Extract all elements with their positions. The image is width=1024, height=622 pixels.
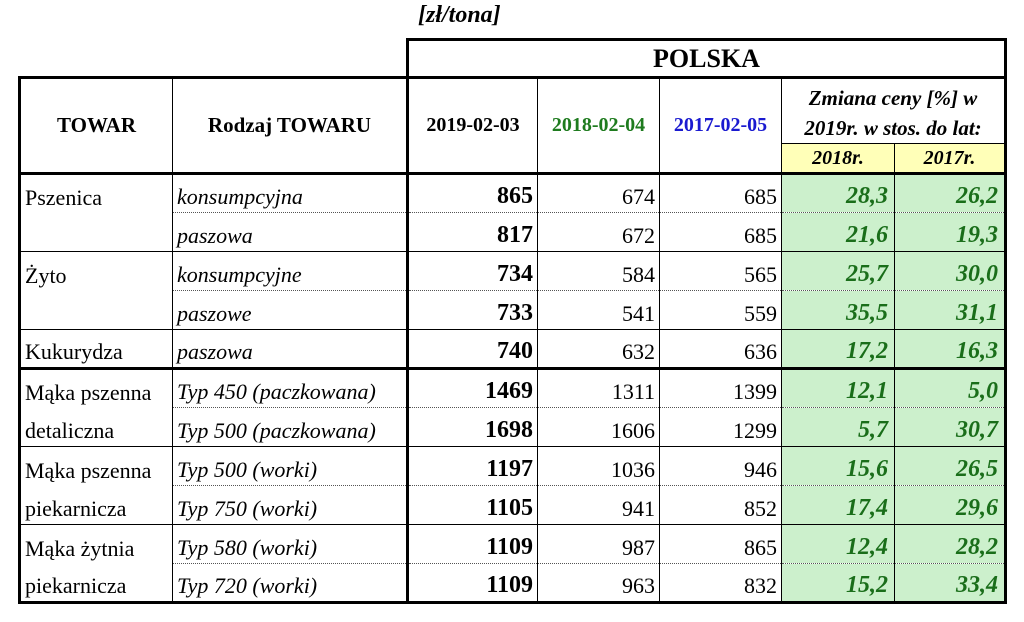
header-date-2017: 2017-02-05 xyxy=(660,78,782,174)
cell-change-2017: 29,6 xyxy=(895,486,1006,525)
cell-price-2018: 632 xyxy=(538,330,660,369)
table-row xyxy=(20,447,1006,486)
cell-change-2018: 12,1 xyxy=(782,369,895,408)
cell-change-2018: 28,3 xyxy=(782,174,895,213)
cell-rodzaj: Typ 500 (paczkowana) xyxy=(173,408,408,447)
cell-price-2018: 963 xyxy=(538,564,660,603)
cell-change-2018: 21,6 xyxy=(782,213,895,252)
table-row xyxy=(20,486,1006,525)
region-header: POLSKA xyxy=(408,40,1006,78)
cell-towar: Mąka pszenna xyxy=(20,369,173,408)
cell-price-2019: 817 xyxy=(408,213,538,252)
cell-price-2018: 1311 xyxy=(538,369,660,408)
cell-towar: detaliczna xyxy=(20,408,173,447)
cell-change-2018: 35,5 xyxy=(782,291,895,330)
cell-rodzaj: Typ 720 (worki) xyxy=(173,564,408,603)
cell-price-2017: 852 xyxy=(660,486,782,525)
cell-price-2018: 584 xyxy=(538,252,660,291)
table-body xyxy=(20,174,1006,603)
cell-towar: Mąka żytnia xyxy=(20,525,173,564)
cell-price-2018: 1606 xyxy=(538,408,660,447)
cell-rodzaj: Typ 500 (worki) xyxy=(173,447,408,486)
header-towar: TOWAR xyxy=(20,78,173,174)
table-row xyxy=(20,564,1006,603)
cell-price-2017: 832 xyxy=(660,564,782,603)
cell-change-2018: 17,4 xyxy=(782,486,895,525)
cell-rodzaj: paszowe xyxy=(173,291,408,330)
cell-change-2017: 26,5 xyxy=(895,447,1006,486)
cell-rodzaj: Typ 750 (worki) xyxy=(173,486,408,525)
table-row xyxy=(20,252,1006,291)
cell-change-2017: 33,4 xyxy=(895,564,1006,603)
cell-price-2017: 1399 xyxy=(660,369,782,408)
table-row xyxy=(20,369,1006,408)
cell-price-2019: 1698 xyxy=(408,408,538,447)
cell-change-2017: 19,3 xyxy=(895,213,1006,252)
cell-change-2018: 5,7 xyxy=(782,408,895,447)
header-zmiana-line2: 2019r. w stos. do lat: xyxy=(804,116,982,140)
cell-change-2017: 31,1 xyxy=(895,291,1006,330)
cell-rodzaj: konsumpcyjne xyxy=(173,252,408,291)
cell-price-2017: 865 xyxy=(660,525,782,564)
cell-price-2019: 1109 xyxy=(408,564,538,603)
table-row xyxy=(20,330,1006,369)
unit-label: [zł/tona] xyxy=(418,2,501,28)
cell-rodzaj: Typ 450 (paczkowana) xyxy=(173,369,408,408)
cell-change-2018: 15,6 xyxy=(782,447,895,486)
cell-towar: Kukurydza xyxy=(20,330,173,369)
cell-towar: piekarnicza xyxy=(20,486,173,525)
cell-change-2017: 28,2 xyxy=(895,525,1006,564)
cell-price-2019: 1197 xyxy=(408,447,538,486)
cell-price-2017: 559 xyxy=(660,291,782,330)
cell-price-2018: 987 xyxy=(538,525,660,564)
cell-price-2017: 946 xyxy=(660,447,782,486)
table-row xyxy=(20,213,1006,252)
cell-price-2019: 1105 xyxy=(408,486,538,525)
cell-price-2017: 636 xyxy=(660,330,782,369)
cell-price-2018: 674 xyxy=(538,174,660,213)
cell-towar xyxy=(20,213,173,252)
cell-price-2018: 1036 xyxy=(538,447,660,486)
cell-rodzaj: paszowa xyxy=(173,213,408,252)
cell-price-2017: 565 xyxy=(660,252,782,291)
header-rodzaj: Rodzaj TOWARU xyxy=(173,78,408,174)
cell-price-2019: 740 xyxy=(408,330,538,369)
cell-price-2017: 685 xyxy=(660,213,782,252)
header-year-2017: 2017r. xyxy=(895,144,1006,174)
table-row xyxy=(20,525,1006,564)
cell-price-2018: 541 xyxy=(538,291,660,330)
header-date-2019: 2019-02-03 xyxy=(408,78,538,174)
cell-price-2018: 941 xyxy=(538,486,660,525)
cell-towar: Mąka pszenna xyxy=(20,447,173,486)
cell-change-2017: 16,3 xyxy=(895,330,1006,369)
cell-price-2019: 1109 xyxy=(408,525,538,564)
cell-rodzaj: Typ 580 (worki) xyxy=(173,525,408,564)
header-year-2018: 2018r. xyxy=(782,144,895,174)
cell-price-2018: 672 xyxy=(538,213,660,252)
cell-towar: piekarnicza xyxy=(20,564,173,603)
cell-rodzaj: konsumpcyjna xyxy=(173,174,408,213)
cell-change-2017: 30,0 xyxy=(895,252,1006,291)
cell-change-2018: 15,2 xyxy=(782,564,895,603)
cell-price-2017: 685 xyxy=(660,174,782,213)
cell-price-2019: 1469 xyxy=(408,369,538,408)
header-date-2018: 2018-02-04 xyxy=(538,78,660,174)
price-table xyxy=(18,38,1007,604)
cell-change-2018: 17,2 xyxy=(782,330,895,369)
cell-change-2017: 26,2 xyxy=(895,174,1006,213)
table-row xyxy=(20,174,1006,213)
table-row xyxy=(20,291,1006,330)
cell-change-2018: 25,7 xyxy=(782,252,895,291)
cell-towar: Pszenica xyxy=(20,174,173,213)
header-zmiana xyxy=(782,78,1006,144)
table-row xyxy=(20,408,1006,447)
cell-rodzaj: paszowa xyxy=(173,330,408,369)
cell-change-2017: 5,0 xyxy=(895,369,1006,408)
cell-towar xyxy=(20,291,173,330)
header-zmiana-line1: Zmiana ceny [%] w xyxy=(808,86,978,110)
cell-towar: Żyto xyxy=(20,252,173,291)
cell-price-2017: 1299 xyxy=(660,408,782,447)
cell-price-2019: 865 xyxy=(408,174,538,213)
cell-change-2017: 30,7 xyxy=(895,408,1006,447)
cell-price-2019: 734 xyxy=(408,252,538,291)
cell-price-2019: 733 xyxy=(408,291,538,330)
cell-change-2018: 12,4 xyxy=(782,525,895,564)
